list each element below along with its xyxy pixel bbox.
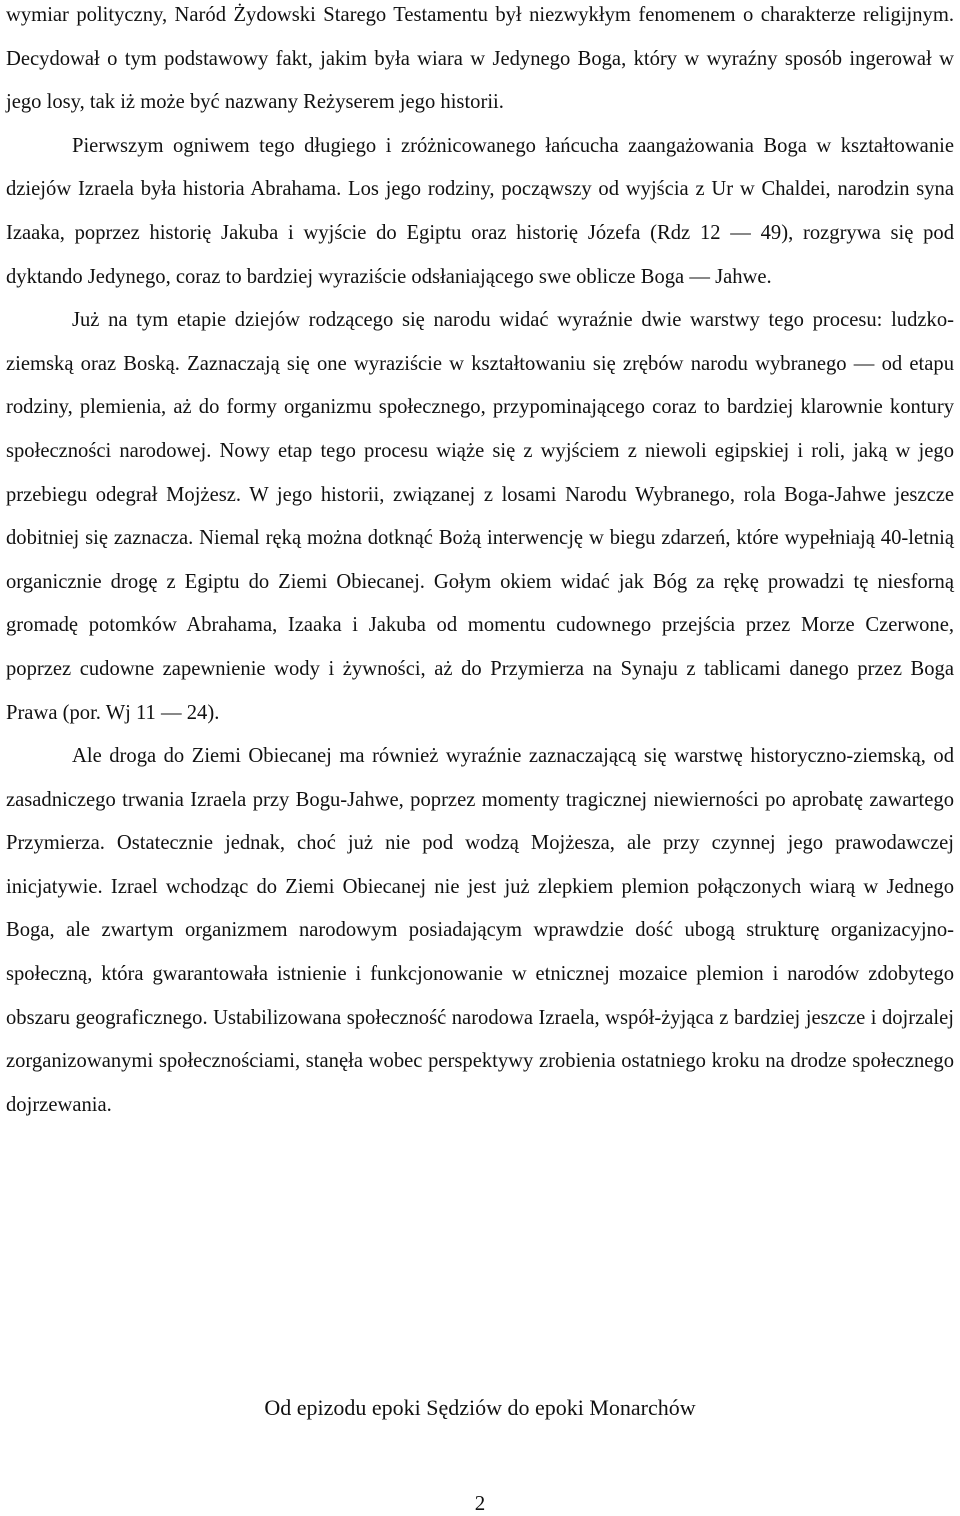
section-heading: Od epizodu epoki Sędziów do epoki Monarchów: [264, 1395, 696, 1420]
body-text: [6, 0, 954, 1127]
paragraph-promised-land: Ale droga do Ziemi Obiecanej ma również wyraźnie zaznaczającą się warstwę historyczno-ziemską, od zasadniczego trwania Izraela przy Bogu-Jahwe, poprzez momenty tragicznej niewierności po aprobatę zawartego Przymierza. Ostatecznie jednak, choć już nie pod wodzą Mojżesza, ale przy czynnej jego prawodawczej inicjatywie. Izrael wchodząc do Ziemi Obiecanej nie jest już zlepkiem plemion połączonych wiarą w Jednego Boga, ale zwartym organizmem narodowym posiadającym wprawdzie dość ubogą strukturę organizacyjno-społeczną, która gwarantowała istnienie i funkcjonowanie w etnicznej mozaice plemion i narodów zdobytego obszaru geograficznego. Ustabilizowana społeczność narodowa Izraela, współ-żyjąca z bardziej jeszcze i dojrzalej zorganizowanymi społecznościami, stanęła wobec perspektywy zrobienia ostatniego kroku na drodze społecznego dojrzewania.: [6, 745, 954, 1116]
page-number: 2: [474, 1491, 486, 1515]
paragraph-continued: wymiar polityczny, Naród Żydowski Starego Testamentu był niezwykłym fenomenem o charakterze religijnym. Decydował o tym podstawowy fakt, jakim była wiara w Jedynego Boga, który w wyraźny sposób ingerował w jego losy, tak iż może być nazwany Reżyserem jego historii.: [6, 4, 954, 114]
paragraph-abraham: Pierwszym ogniwem tego długiego i zróżnicowanego łańcucha zaangażowania Boga w kształtowanie dziejów Izraela była historia Abrahama. Los jego rodziny, począwszy od wyjścia z Ur w Chaldei, narodzin syna Izaaka, poprzez historię Jakuba i wyjście do Egiptu oraz historię Józefa (Rdz 12 — 49), rozgrywa się pod dyktando Jedynego, coraz to bardziej wyraziście odsłaniającego swe oblicze Boga — Jahwe.: [6, 134, 954, 288]
paragraph-two-layers: Już na tym etapie dziejów rodzącego się narodu widać wyraźnie dwie warstwy tego procesu: ludzko-ziemską oraz Boską. Zaznaczają się one wyraziście w kształtowaniu się zrębów narodu wybranego — od etapu rodziny, plemienia, aż do formy organizmu społecznego, przypominającego coraz to bardziej klarownie kontury społeczności narodowej. Nowy etap tego procesu wiąże się z wyjściem z niewoli egipskiej i roli, jaką w jego przebiegu odegrał Mojżesz. W jego historii, związanej z losami Narodu Wybranego, rola Boga-Jahwe jeszcze dobitniej się zaznacza. Niemal ręką można dotknąć Bożą interwencję w biegu zdarzeń, które wypełniają 40-letnią organicznie drogę z Egiptu do Ziemi Obiecanej. Gołym okiem widać jak Bóg za rękę prowadzi tę niesforną gromadę potomków Abrahama, Izaaka i Jakuba od momentu cudownego przejścia przez Morze Czerwone, poprzez cudowne zapewnienie wody i żywności, aż do Przymierza na Synaju z tablicami danego przez Boga Prawa (por. Wj 11 — 24).: [6, 309, 954, 724]
